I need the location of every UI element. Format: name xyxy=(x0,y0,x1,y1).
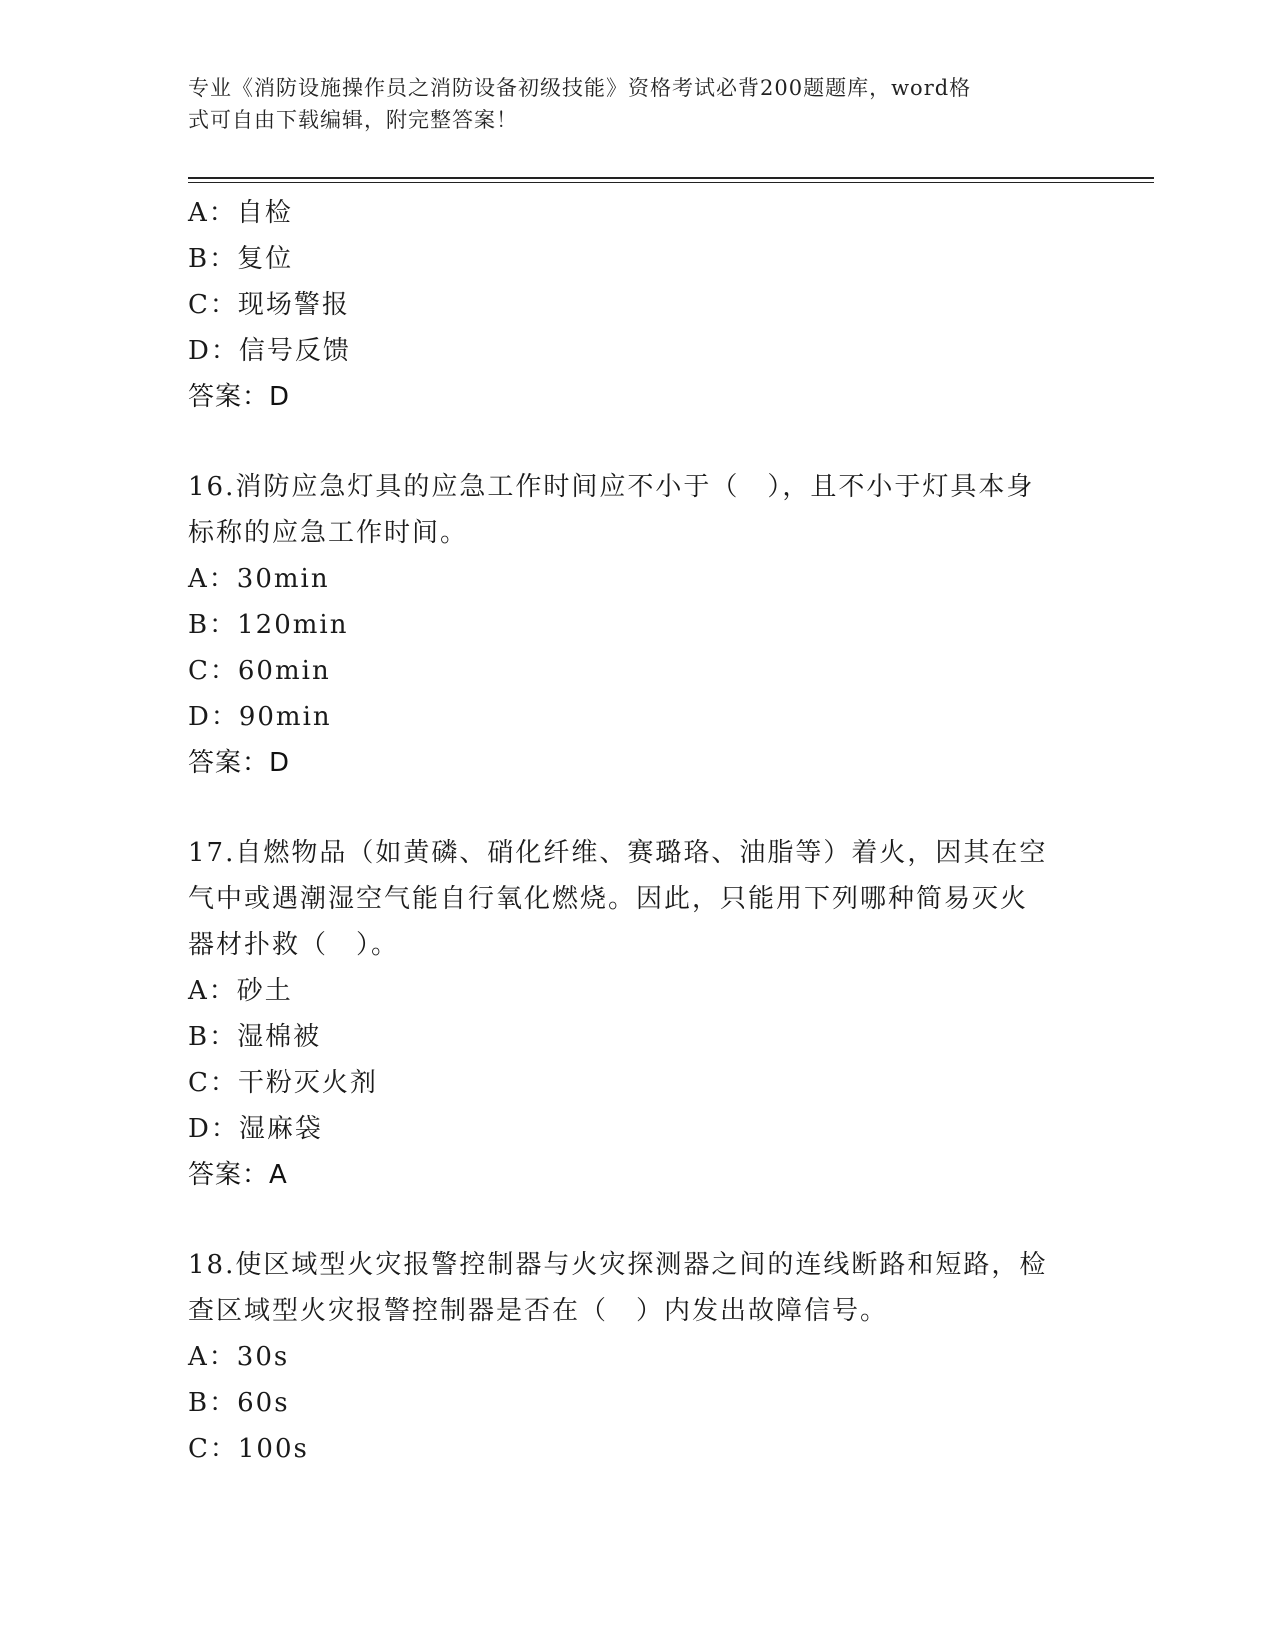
question-text-line: 16.消防应急灯具的应急工作时间应不小于（ ），且不小于灯具本身 xyxy=(188,472,1035,502)
document-header xyxy=(188,72,1088,136)
question-text-line: 标称的应急工作时间。 xyxy=(188,518,469,548)
question-text-line: 17.自燃物品（如黄磷、硝化纤维、赛璐珞、油脂等）着火，因其在空 xyxy=(188,838,1048,868)
option-b: B：复位 xyxy=(188,244,294,274)
option-c: C：60min xyxy=(188,656,331,686)
question-18 xyxy=(188,1242,1088,1472)
question-text-line: 器材扑救（ ）。 xyxy=(188,930,400,960)
question-text xyxy=(188,1242,1088,1334)
option-a: A：砂土 xyxy=(188,976,293,1006)
option-d: D：信号反馈 xyxy=(188,336,351,366)
answer-line: 答案：D xyxy=(188,382,291,412)
option-b: B：湿棉被 xyxy=(188,1022,322,1052)
question-15 xyxy=(188,190,1088,420)
question-17 xyxy=(188,830,1088,1198)
answer-line: 答案：D xyxy=(188,748,291,778)
header-divider-thin xyxy=(188,182,1154,183)
answer-line: 答案：A xyxy=(188,1160,288,1190)
question-text-line: 气中或遇潮湿空气能自行氧化燃烧。因此，只能用下列哪种简易灭火 xyxy=(188,884,1029,914)
option-a: A：30min xyxy=(188,564,330,594)
question-text xyxy=(188,464,1088,556)
header-line-2: 式可自由下载编辑，附完整答案！ xyxy=(188,108,518,132)
option-b: B：60s xyxy=(188,1388,290,1418)
header-line-1: 专业《消防设施操作员之消防设备初级技能》资格考试必背200题题库，word格 xyxy=(188,76,972,100)
option-d: D：90min xyxy=(188,702,332,732)
option-a: A：自检 xyxy=(188,198,293,228)
option-c: C：干粉灭火剂 xyxy=(188,1068,378,1098)
option-a: A：30s xyxy=(188,1342,290,1372)
question-text-line: 查区域型火灾报警控制器是否在（ ）内发出故障信号。 xyxy=(188,1296,889,1326)
option-c: C：现场警报 xyxy=(188,290,350,320)
option-d: D：湿麻袋 xyxy=(188,1114,323,1144)
question-text xyxy=(188,830,1088,968)
question-list xyxy=(188,190,1088,1472)
question-text-line: 18.使区域型火灾报警控制器与火灾探测器之间的连线断路和短路，检 xyxy=(188,1250,1048,1280)
option-c: C：100s xyxy=(188,1434,309,1464)
question-16 xyxy=(188,464,1088,786)
option-b: B：120min xyxy=(188,610,349,640)
header-divider-thick xyxy=(188,177,1154,179)
